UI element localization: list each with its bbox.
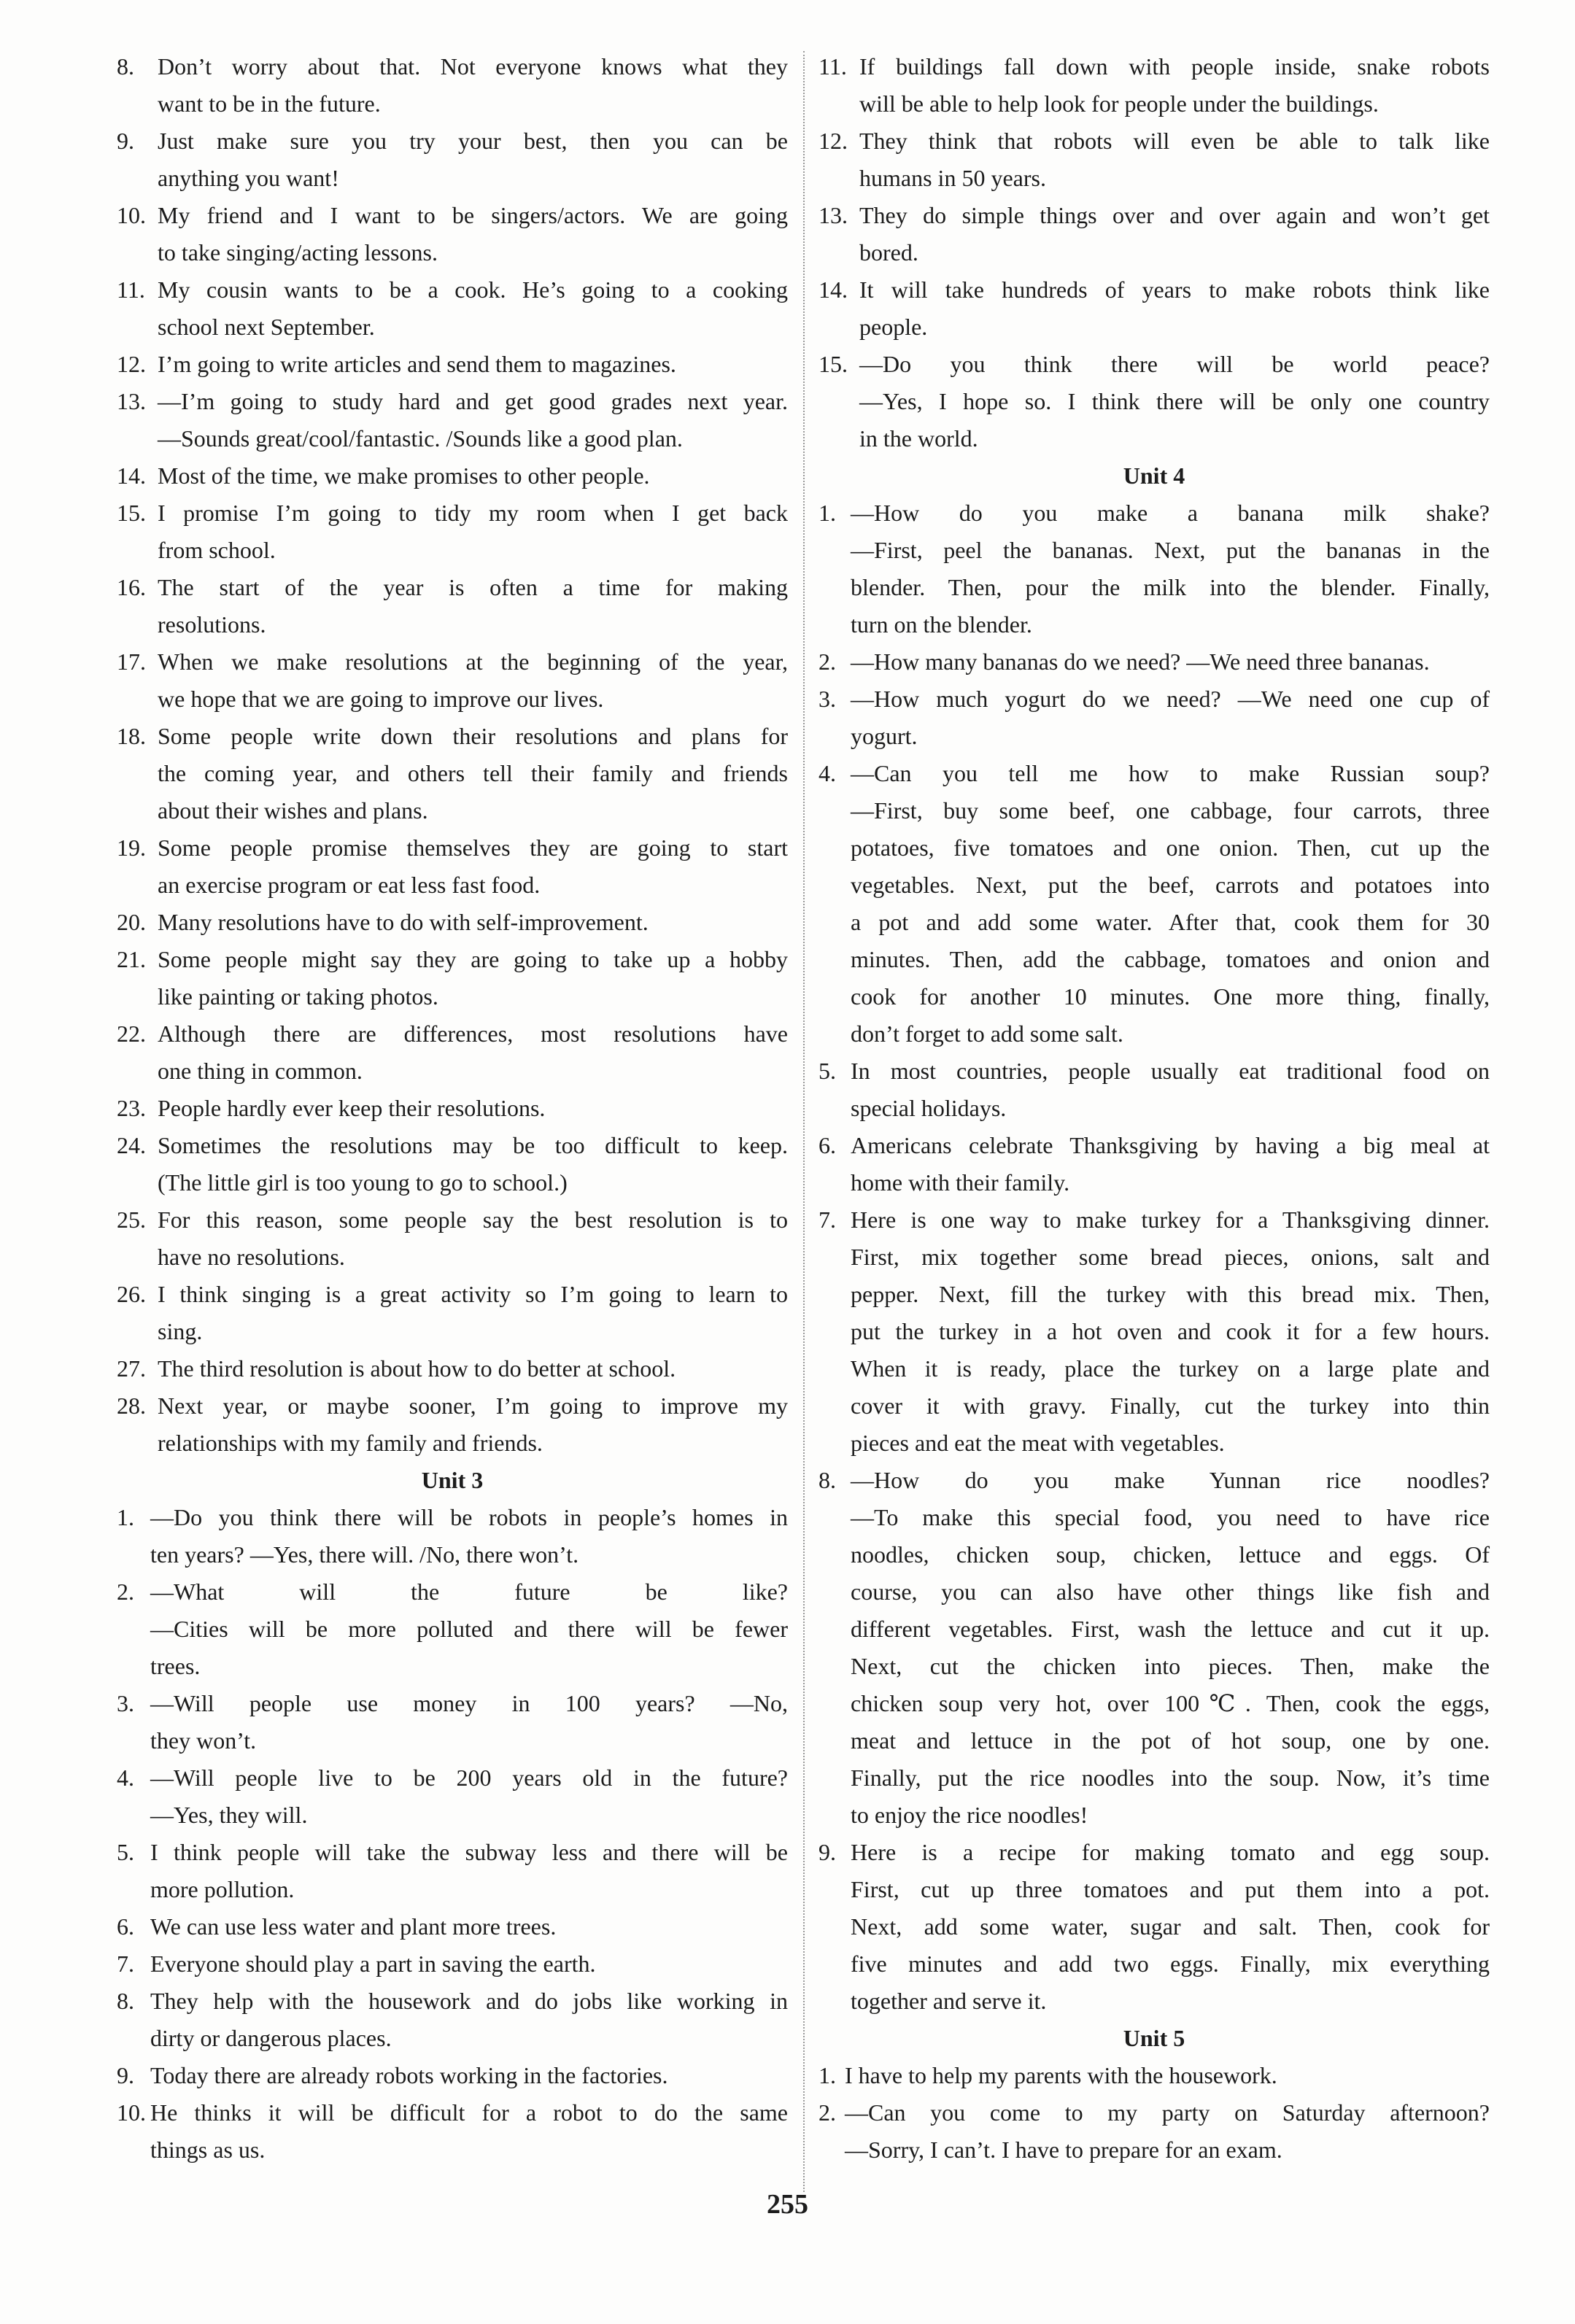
text-line: My friend and I want to be singers/actors. We are going [158, 202, 788, 228]
text-line: chicken soup very hot, over 100℃. Then, cook the eggs, [851, 1690, 1490, 1716]
item-number: 13. [117, 388, 146, 414]
column-divider [803, 51, 805, 2192]
text-line: they won’t. [150, 1727, 257, 1754]
item-text [158, 569, 788, 643]
unit-heading: Unit 4 [1123, 462, 1185, 489]
list-item [117, 1573, 788, 1685]
list-item [117, 1945, 788, 1983]
list-item [117, 197, 788, 271]
text-line: pieces and eat the meat with vegetables. [851, 1430, 1225, 1456]
right-column [819, 48, 1490, 2169]
text-line: —First, buy some beef, one cabbage, four carrots, three [851, 797, 1490, 824]
text-line: anything you want! [158, 165, 339, 191]
text-line: resolutions. [158, 611, 266, 638]
item-number: 14. [819, 276, 848, 303]
list-item [117, 1015, 788, 1090]
text-line: yogurt. [851, 723, 918, 749]
text-line: Some people promise themselves they are going to start [158, 834, 788, 861]
text-line: We can use less water and plant more trees. [150, 1913, 557, 1940]
item-number: 5. [819, 1058, 836, 1084]
text-line: put the turkey in a hot oven and cook it for a few hours. [851, 1318, 1490, 1344]
item-number: 2. [117, 1579, 134, 1605]
text-line: —First, peel the bananas. Next, put the bananas in the [851, 537, 1490, 563]
item-text [158, 197, 788, 271]
item-text [150, 1945, 788, 1983]
item-text [851, 1127, 1490, 1201]
text-line: My cousin wants to be a cook. He’s going to a cooking [158, 276, 788, 303]
text-line: Next, cut the chicken into pieces. Then, make the [851, 1653, 1490, 1679]
text-line: from school. [158, 537, 276, 563]
text-line: They think that robots will even be able to talk like [859, 128, 1490, 154]
list-item [117, 1090, 788, 1127]
item-text [859, 123, 1490, 197]
text-line: Don’t worry about that. Not everyone knows what they [158, 53, 788, 80]
list-item [819, 1053, 1490, 1127]
text-line: —How much yogurt do we need? —We need one cup of [851, 686, 1490, 712]
text-line: cook for another 10 minutes. One more thing, finally, [851, 983, 1490, 1010]
text-line: —Will people live to be 200 years old in the future? [150, 1765, 788, 1791]
text-line: Many resolutions have to do with self-improvement. [158, 909, 649, 935]
item-text [150, 2057, 788, 2094]
item-number: 9. [117, 128, 134, 154]
item-number: 11. [819, 53, 847, 80]
text-line: vegetables. Next, put the beef, carrots and potatoes into [851, 872, 1490, 898]
item-number: 19. [117, 834, 146, 861]
text-line: First, cut up three tomatoes and put them into a pot. [851, 1876, 1490, 1902]
item-number: 15. [819, 351, 848, 377]
text-line: trees. [150, 1653, 201, 1679]
item-number: 2. [819, 648, 836, 675]
text-line: more pollution. [150, 1876, 295, 1902]
item-text [158, 48, 788, 123]
text-line: People hardly ever keep their resolutions. [158, 1095, 546, 1121]
text-line: five minutes and add two eggs. Finally, mix everything [851, 1951, 1490, 1977]
list-item [117, 1759, 788, 1834]
text-line: (The little girl is too young to go to school.) [158, 1169, 568, 1196]
text-line: —To make this special food, you need to have rice [851, 1504, 1490, 1530]
text-line: will be able to help look for people under the buildings. [859, 90, 1379, 117]
text-line: together and serve it. [851, 1988, 1047, 2014]
item-text [150, 1908, 788, 1945]
list-item [117, 1387, 788, 1462]
item-number: 22. [117, 1020, 146, 1047]
text-line: don’t forget to add some salt. [851, 1020, 1123, 1047]
item-number: 26. [117, 1281, 146, 1307]
item-number: 21. [117, 946, 146, 972]
text-line: blender. Then, pour the milk into the blender. Finally, [851, 574, 1490, 600]
text-line: sing. [158, 1318, 203, 1344]
list-item [117, 495, 788, 569]
list-item [117, 271, 788, 346]
unit-heading: Unit 3 [421, 1467, 484, 1493]
text-line: Here is a recipe for making tomato and egg soup. [851, 1839, 1490, 1865]
text-line: Americans celebrate Thanksgiving by having a big meal at [851, 1132, 1490, 1158]
item-number: 18. [117, 723, 146, 749]
text-line: cover it with gravy. Finally, cut the turkey into thin [851, 1393, 1490, 1419]
item-number: 25. [117, 1206, 146, 1233]
item-number: 6. [819, 1132, 836, 1158]
item-number: 7. [117, 1951, 134, 1977]
list-item [819, 271, 1490, 346]
item-number: 27. [117, 1355, 146, 1382]
list-item [117, 383, 788, 457]
text-line: have no resolutions. [158, 1244, 345, 1270]
item-number: 9. [117, 2062, 134, 2088]
list-item [819, 755, 1490, 1053]
item-text [158, 271, 788, 346]
list-item [117, 2094, 788, 2169]
item-text [859, 346, 1490, 457]
list-item [117, 718, 788, 829]
text-line: bored. [859, 239, 918, 266]
item-number: 10. [117, 202, 146, 228]
text-line: —Yes, I hope so. I think there will be only one country [859, 388, 1490, 414]
text-line: potatoes, five tomatoes and one onion. Then, cut up the [851, 834, 1490, 861]
text-line: Finally, put the rice noodles into the soup. Now, it’s time [851, 1765, 1490, 1791]
item-number: 23. [117, 1095, 146, 1121]
list-item [117, 941, 788, 1015]
text-line: a pot and add some water. After that, cook them for 30 [851, 909, 1490, 935]
list-item [819, 48, 1490, 123]
list-item [117, 1834, 788, 1908]
item-text [851, 681, 1490, 755]
text-line: Next, add some water, sugar and salt. Then, cook for [851, 1913, 1490, 1940]
text-line: minutes. Then, add the cabbage, tomatoes and onion and [851, 946, 1490, 972]
item-text [158, 643, 788, 718]
list-item [117, 1276, 788, 1350]
text-line: —Can you come to my party on Saturday afternoon? [845, 2099, 1490, 2126]
item-number: 5. [117, 1839, 134, 1865]
text-line: Most of the time, we make promises to other people. [158, 462, 650, 489]
item-text [851, 1462, 1490, 1834]
text-line: course, you can also have other things like fish and [851, 1579, 1490, 1605]
item-number: 8. [117, 1988, 134, 2014]
list-item [819, 643, 1490, 681]
text-line: —How many bananas do we need? —We need three bananas. [851, 648, 1430, 675]
item-text [158, 1276, 788, 1350]
text-line: about their wishes and plans. [158, 797, 428, 824]
text-line: First, mix together some bread pieces, onions, salt and [851, 1244, 1490, 1270]
text-line: —Cities will be more polluted and there will be fewer [150, 1616, 788, 1642]
list-item [117, 643, 788, 718]
text-line: to take singing/acting lessons. [158, 239, 438, 266]
item-number: 16. [117, 574, 146, 600]
text-line: home with their family. [851, 1169, 1070, 1196]
item-number: 8. [117, 53, 134, 80]
list-item [117, 829, 788, 904]
item-text [158, 718, 788, 829]
item-text [158, 1127, 788, 1201]
text-line: to enjoy the rice noodles! [851, 1802, 1088, 1828]
item-text [150, 1573, 788, 1685]
text-line: special holidays. [851, 1095, 1007, 1121]
text-line: Next year, or maybe sooner, I’m going to improve my [158, 1393, 788, 1419]
item-number: 1. [819, 2062, 836, 2088]
text-line: Everyone should play a part in saving the earth. [150, 1951, 596, 1977]
list-item [117, 1983, 788, 2057]
item-number: 12. [819, 128, 848, 154]
item-number: 20. [117, 909, 146, 935]
item-text [859, 48, 1490, 123]
list-item [819, 495, 1490, 643]
list-item [819, 1127, 1490, 1201]
item-number: 24. [117, 1132, 146, 1158]
text-line: the coming year, and others tell their family and friends [158, 760, 788, 786]
text-line: I think singing is a great activity so I’m going to learn to [158, 1281, 788, 1307]
text-line: school next September. [158, 314, 375, 340]
text-line: one thing in common. [158, 1058, 363, 1084]
text-line: Here is one way to make turkey for a Thanksgiving dinner. [851, 1206, 1490, 1233]
item-text [150, 2094, 788, 2169]
list-item [117, 1685, 788, 1759]
item-number: 17. [117, 648, 146, 675]
text-line: people. [859, 314, 928, 340]
text-line: They do simple things over and over again and won’t get [859, 202, 1490, 228]
list-item [819, 1201, 1490, 1462]
text-line: an exercise program or eat less fast food. [158, 872, 541, 898]
list-item [117, 48, 788, 123]
item-text [158, 123, 788, 197]
list-item [819, 681, 1490, 755]
item-text [851, 755, 1490, 1053]
text-line: Today there are already robots working in the factories. [150, 2062, 668, 2088]
item-text [845, 2094, 1490, 2169]
item-text [150, 1834, 788, 1908]
item-number: 28. [117, 1393, 146, 1419]
item-number: 12. [117, 351, 146, 377]
left-column [117, 48, 788, 2169]
text-line: Some people write down their resolutions and plans for [158, 723, 788, 749]
item-number: 10. [117, 2099, 146, 2126]
text-line: I think people will take the subway less and there will be [150, 1839, 788, 1865]
text-line: —Yes, they will. [150, 1802, 308, 1828]
item-number: 11. [117, 276, 145, 303]
text-line: different vegetables. First, wash the lettuce and cut it up. [851, 1616, 1490, 1642]
list-item [117, 1201, 788, 1276]
text-line: humans in 50 years. [859, 165, 1046, 191]
item-number: 3. [117, 1690, 134, 1716]
item-text [158, 829, 788, 904]
item-text [158, 457, 788, 495]
text-line: I promise I’m going to tidy my room when I get back [158, 500, 788, 526]
text-line: —How do you make a banana milk shake? [851, 500, 1490, 526]
list-item [117, 904, 788, 941]
text-line: When it is ready, place the turkey on a large plate and [851, 1355, 1490, 1382]
item-text [150, 1499, 788, 1573]
item-text [150, 1685, 788, 1759]
item-text [158, 1350, 788, 1387]
text-line: When we make resolutions at the beginning of the year, [158, 648, 788, 675]
unit-heading: Unit 5 [1123, 2025, 1185, 2051]
list-item [819, 1834, 1490, 2020]
text-line: In most countries, people usually eat traditional food on [851, 1058, 1490, 1084]
item-text [158, 904, 788, 941]
text-line: —Do you think there will be robots in people’s homes in [150, 1504, 788, 1530]
text-line: They help with the housework and do jobs like working in [150, 1988, 788, 2014]
text-line: For this reason, some people say the best resolution is to [158, 1206, 788, 1233]
text-line: I’m going to write articles and send them to magazines. [158, 351, 676, 377]
list-item [117, 346, 788, 383]
item-number: 8. [819, 1467, 836, 1493]
item-number: 7. [819, 1206, 836, 1233]
text-line: things as us. [150, 2137, 266, 2163]
text-line: relationships with my family and friends. [158, 1430, 543, 1456]
text-line: —Do you think there will be world peace? [859, 351, 1490, 377]
item-number: 4. [819, 760, 836, 786]
item-text [859, 197, 1490, 271]
item-text [158, 1387, 788, 1462]
text-line: If buildings fall down with people inside, snake robots [859, 53, 1490, 80]
list-item [819, 2094, 1490, 2169]
list-item [117, 1499, 788, 1573]
text-line: Sometimes the resolutions may be too difficult to keep. [158, 1132, 788, 1158]
list-item [117, 1350, 788, 1387]
item-number: 14. [117, 462, 146, 489]
list-item [117, 457, 788, 495]
text-line: ten years? —Yes, there will. /No, there won’t. [150, 1541, 579, 1568]
item-text [150, 1759, 788, 1834]
text-line: —Can you tell me how to make Russian soup? [851, 760, 1490, 786]
text-line: I have to help my parents with the housework. [845, 2062, 1277, 2088]
item-number: 6. [117, 1913, 134, 1940]
item-text [851, 643, 1490, 681]
text-line: turn on the blender. [851, 611, 1032, 638]
list-item [117, 2057, 788, 2094]
list-item [819, 123, 1490, 197]
text-line: —I’m going to study hard and get good grades next year. [158, 388, 788, 414]
text-line: dirty or dangerous places. [150, 2025, 392, 2051]
item-number: 15. [117, 500, 146, 526]
text-line: —What will the future be like? [150, 1579, 788, 1605]
item-text [845, 2057, 1490, 2094]
page-number: 255 [767, 2189, 808, 2220]
item-text [851, 495, 1490, 643]
item-number: 13. [819, 202, 848, 228]
item-text [158, 383, 788, 457]
text-line: —Will people use money in 100 years? —No, [150, 1690, 788, 1716]
item-text [158, 1090, 788, 1127]
list-item [117, 123, 788, 197]
item-text [158, 495, 788, 569]
item-text [851, 1834, 1490, 2020]
text-line: Just make sure you try your best, then you can be [158, 128, 788, 154]
item-text [158, 1015, 788, 1090]
item-text [158, 346, 788, 383]
text-line: —How do you make Yunnan rice noodles? [851, 1467, 1490, 1493]
text-line: —Sounds great/cool/fantastic. /Sounds like a good plan. [158, 425, 683, 452]
item-text [851, 1053, 1490, 1127]
text-line: —Sorry, I can’t. I have to prepare for an exam. [845, 2137, 1282, 2163]
text-line: in the world. [859, 425, 978, 452]
list-item [819, 1462, 1490, 1834]
list-item [819, 346, 1490, 457]
text-line: He thinks it will be difficult for a robot to do the same [150, 2099, 788, 2126]
list-item [117, 569, 788, 643]
list-item [819, 2057, 1490, 2094]
item-number: 3. [819, 686, 836, 712]
list-item [819, 197, 1490, 271]
text-line: like painting or taking photos. [158, 983, 438, 1010]
list-item [117, 1908, 788, 1945]
text-line: It will take hundreds of years to make robots think like [859, 276, 1490, 303]
list-item [117, 1127, 788, 1201]
text-line: we hope that we are going to improve our lives. [158, 686, 604, 712]
text-line: pepper. Next, fill the turkey with this bread mix. Then, [851, 1281, 1490, 1307]
text-line: The start of the year is often a time for making [158, 574, 788, 600]
item-text [158, 941, 788, 1015]
text-line: The third resolution is about how to do better at school. [158, 1355, 676, 1382]
item-number: 2. [819, 2099, 836, 2126]
item-number: 9. [819, 1839, 836, 1865]
text-line: want to be in the future. [158, 90, 381, 117]
text-line: meat and lettuce in the pot of hot soup, one by one. [851, 1727, 1490, 1754]
item-number: 1. [117, 1504, 134, 1530]
item-number: 1. [819, 500, 836, 526]
item-text [859, 271, 1490, 346]
item-text [158, 1201, 788, 1276]
item-text [851, 1201, 1490, 1462]
item-number: 4. [117, 1765, 134, 1791]
text-line: Although there are differences, most resolutions have [158, 1020, 788, 1047]
item-text [150, 1983, 788, 2057]
text-line: Some people might say they are going to take up a hobby [158, 946, 788, 972]
text-line: noodles, chicken soup, chicken, lettuce and eggs. Of [851, 1541, 1490, 1568]
